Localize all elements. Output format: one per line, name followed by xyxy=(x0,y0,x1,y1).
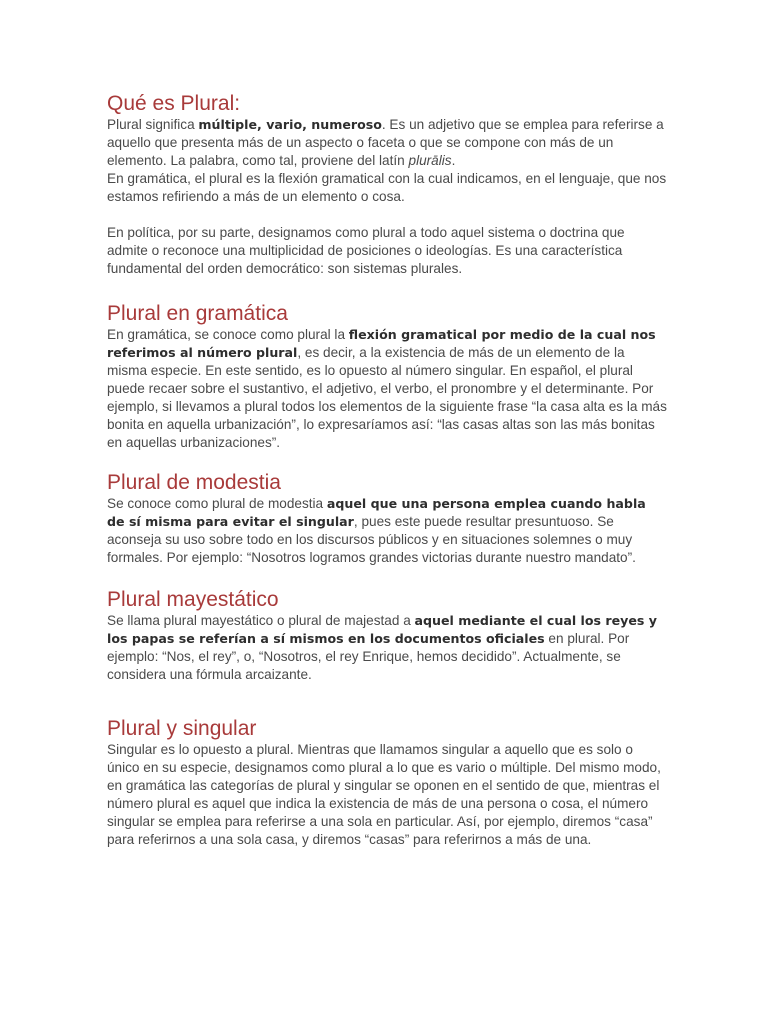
paragraph xyxy=(107,116,667,170)
section-plural-de-modestia xyxy=(107,471,667,567)
section-title: Plural y singular xyxy=(107,717,257,740)
section-plural-mayestatico xyxy=(107,588,667,684)
text-run: Se llama plural mayestático o plural de majestad a xyxy=(107,613,415,628)
text-run: . Es un adjetivo que se emplea para referirse a aquello que presenta más de un aspecto o faceta o que se compone con más de un elemento. La palabra, como tal, proviene del latín xyxy=(107,117,664,168)
section-plural-en-gramatica xyxy=(107,302,667,452)
section-que-es-plural xyxy=(107,92,667,278)
section-title: Qué es Plural: xyxy=(107,92,241,115)
italic-run: plurālis xyxy=(408,153,452,168)
text-run: En gramática, se conoce como plural la xyxy=(107,327,349,342)
section-title: Plural mayestático xyxy=(107,588,279,611)
text-run: en plural. Por ejemplo: “Nos, el rey”, o, “Nosotros, el rey Enrique, hemos decidido”. Actualmente, se considera una fórmula arcaizante. xyxy=(107,631,630,682)
section-plural-y-singular xyxy=(107,717,667,849)
bold-run: flexión gramatical por medio de la cual nos referimos al número plural xyxy=(107,327,656,360)
text-run: Plural significa xyxy=(107,117,199,132)
section-title: Plural en gramática xyxy=(107,302,288,325)
paragraph xyxy=(107,495,667,567)
paragraph: En política, por su parte, designamos como plural a todo aquel sistema o doctrina que admite o reconoce una multiplicidad de posiciones o ideologías. Es una característica fundamental del orden democrático: son sistemas plurales. xyxy=(107,225,625,276)
bold-run: múltiple, vario, numeroso xyxy=(198,117,382,132)
paragraph xyxy=(107,612,667,684)
bold-run: aquel que una persona emplea cuando habla de sí misma para evitar el singular xyxy=(107,496,646,529)
paragraph: Singular es lo opuesto a plural. Mientras que llamamos singular a aquello que es solo o único en su especie, designamos como plural a lo que es vario o múltiple. Del mismo modo, en gramática las categorías de plural y singular se oponen en el sentido de que, mientras el número plural es aquel que indica la existencia de más de una persona o cosa, el número singular se emplea para referirse a una sola en particular. Así, por ejemplo, diremos “casa” para referirnos a una sola casa, y diremos “casas” para referirnos a más de una. xyxy=(107,742,661,847)
text-run: . xyxy=(451,153,456,168)
section-title: Plural de modestia xyxy=(107,471,281,494)
paragraph: En gramática, el plural es la flexión gramatical con la cual indicamos, en el lenguaje, que nos estamos refiriendo a más de un elemento o cosa. xyxy=(107,171,667,204)
paragraph xyxy=(107,326,667,452)
text-run: Se conoce como plural de modestia xyxy=(107,496,327,511)
spacer xyxy=(107,206,667,224)
text-run: , pues este puede resultar presuntuoso. Se aconseja su uso sobre todo en los discursos públicos y en situaciones solemnes o muy formales. Por ejemplo: “Nosotros logramos grandes victorias durante nuestro mandato”. xyxy=(107,514,636,565)
bold-run: aquel mediante el cual los reyes y los papas se referían a sí mismos en los documentos oficiales xyxy=(107,613,657,646)
text-run: , es decir, a la existencia de más de un elemento de la misma especie. En este sentido, es lo opuesto al número singular. En español, el plural puede recaer sobre el sustantivo, el adjetivo, el verbo, el pronombre y el determinante. Por ejemplo, si llevamos a plural todos los elementos de la siguiente frase “la casa alta es la más bonita en aquella urbanización”, lo expresaríamos así: “las casas altas son las más bonitas en aquellas urbanizaciones”. xyxy=(107,345,667,450)
